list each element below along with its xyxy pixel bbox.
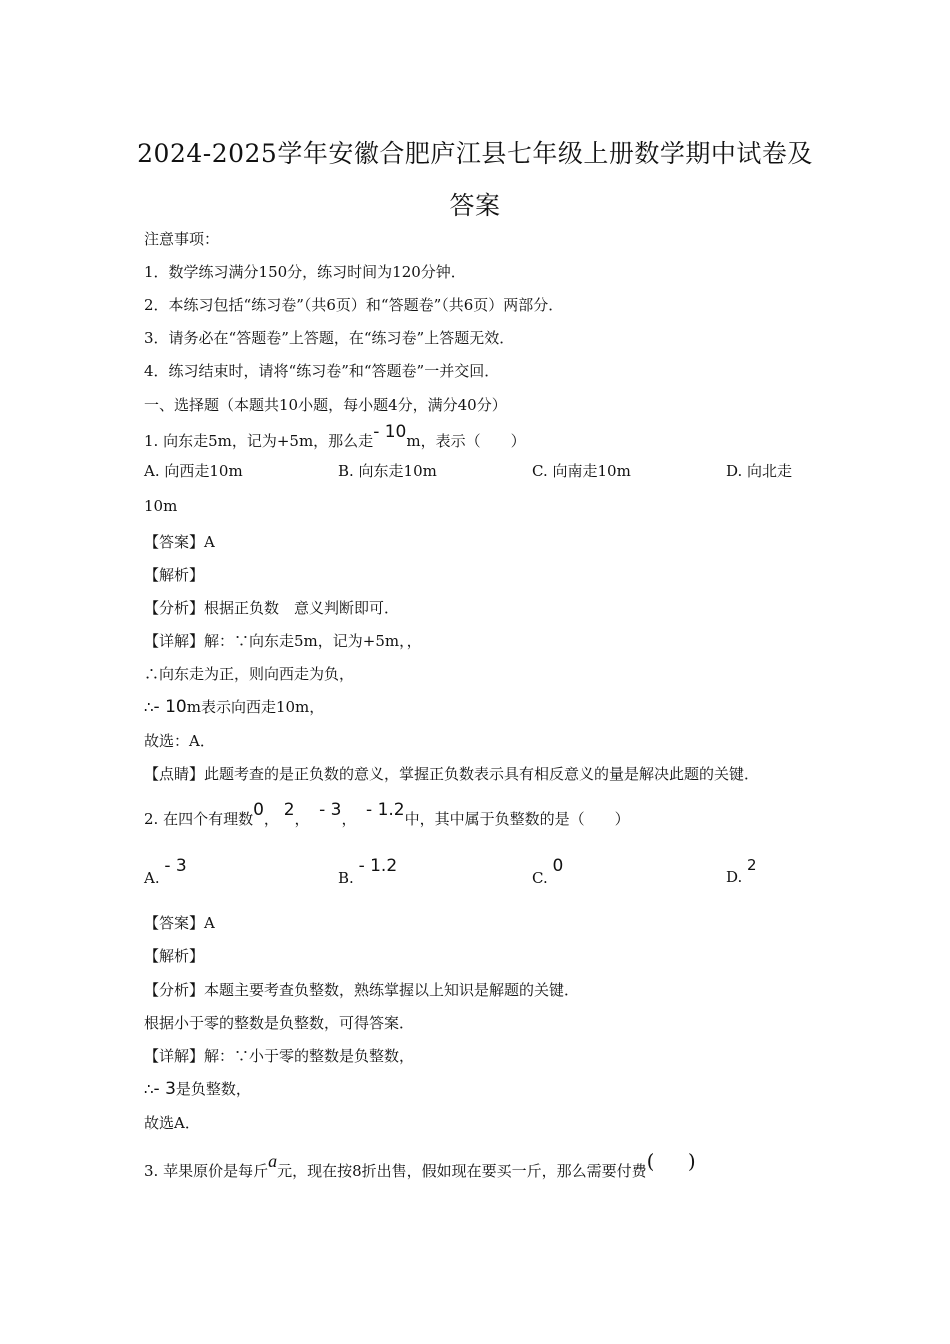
note-item-1: 1．数学练习满分150分，练习时间为120分钟． bbox=[144, 263, 466, 281]
question-2-option-c bbox=[532, 856, 564, 888]
question-2-detail: 【详解】解：∵小于零的整数是负整数， bbox=[144, 1047, 415, 1065]
question-1-fenxi: 【分析】根据正负数 意义判断即可． bbox=[144, 599, 400, 617]
question-3-stem-end: 元，现在按8折出售，假如现在要买一斤，那么需要付费 bbox=[277, 1162, 647, 1180]
question-1-option-a: A. 向西走10m bbox=[144, 462, 243, 480]
option-label: C. bbox=[532, 869, 548, 887]
question-2-choose: 故选A． bbox=[144, 1114, 200, 1132]
question-1-stem bbox=[144, 422, 526, 451]
question-2-step bbox=[144, 1078, 251, 1099]
question-1-step-2 bbox=[144, 696, 324, 717]
question-1-option-c: C. 向南走10m bbox=[532, 462, 631, 480]
question-1-option-b: B. 向东走10m bbox=[338, 462, 437, 480]
question-2-number-neg1-2: - 1.2 bbox=[366, 800, 405, 820]
question-1-step-2-prefix: ∴ bbox=[144, 698, 154, 716]
question-1-analysis-label: 【解析】 bbox=[144, 566, 205, 584]
question-2-separator: ， bbox=[294, 810, 310, 828]
question-1-choose: 故选：A． bbox=[144, 732, 215, 750]
question-1-step-1: ∴向东走为正，则向西走为负， bbox=[144, 665, 355, 683]
question-2-step-math: - 3 bbox=[153, 1079, 176, 1099]
question-1-step-2-math: - 10 bbox=[153, 697, 187, 717]
option-value: - 3 bbox=[164, 856, 187, 876]
question-1-option-d-cont: 10m bbox=[144, 497, 178, 515]
question-2-option-d bbox=[726, 856, 757, 886]
question-2-option-b bbox=[338, 856, 398, 888]
question-2-step-text: 是负整数， bbox=[175, 1080, 251, 1098]
question-1-step-2-text: m表示向西走10m， bbox=[186, 698, 325, 716]
question-1-detail: 【详解】解：∵向东走5m，记为+5m，， bbox=[144, 632, 422, 650]
question-2-number-neg3: - 3 bbox=[319, 800, 342, 820]
question-3-paren-open: ( bbox=[646, 1149, 655, 1173]
option-value: - 1.2 bbox=[358, 856, 398, 876]
note-item-3: 3．请务必在“答题卷”上答题，在“练习卷”上答题无效． bbox=[144, 329, 515, 347]
question-1-stem-text: 1. 向东走5m，记为+5m，那么走 bbox=[144, 432, 374, 450]
note-item-4: 4．练习结束时，请将“练习卷”和“答题卷”一并交回． bbox=[144, 362, 500, 380]
question-1-stem-end: m，表示（ ） bbox=[406, 432, 526, 450]
question-2-number-0: 0 bbox=[253, 800, 264, 820]
question-2-stem-text: 2. 在四个有理数 bbox=[144, 810, 254, 828]
note-item-2: 2．本练习包括“练习卷”（共6页）和“答题卷”（共6页）两部分． bbox=[144, 296, 564, 314]
option-value: 0 bbox=[552, 856, 564, 876]
option-value: 2 bbox=[747, 856, 757, 874]
document-title-line-1: 2024-2025学年安徽合肥庐江县七年级上册数学期中试卷及 bbox=[137, 139, 813, 168]
option-label: D. bbox=[726, 868, 743, 886]
question-2-analysis-label: 【解析】 bbox=[144, 947, 205, 965]
question-3-paren-close: ) bbox=[687, 1149, 696, 1173]
question-1-comment: 【点睛】此题考查的是正负数的意义，掌握正负数表示具有相反意义的量是解决此题的关键． bbox=[144, 765, 760, 783]
question-1-math: - 10 bbox=[373, 422, 407, 442]
option-label: B. bbox=[338, 869, 354, 887]
question-2-fenxi: 【分析】本题主要考查负整数，熟练掌握以上知识是解题的关键． bbox=[144, 981, 580, 999]
question-2-stem-end: 中，其中属于负整数的是（ ） bbox=[404, 810, 630, 828]
question-2-separator: ， bbox=[341, 810, 357, 828]
question-2-stem bbox=[144, 800, 630, 829]
option-label: A. bbox=[144, 869, 160, 887]
section-heading: 一、选择题（本题共10小题，每小题4分，满分40分） bbox=[144, 396, 507, 414]
question-1-option-d: D. 向北走 bbox=[726, 462, 793, 480]
question-2-basis: 根据小于零的整数是负整数，可得答案． bbox=[144, 1014, 415, 1032]
question-2-separator: ， bbox=[263, 810, 279, 828]
question-2-answer: 【答案】A bbox=[144, 914, 215, 932]
question-2-option-a bbox=[144, 856, 187, 888]
notes-heading: 注意事项： bbox=[144, 230, 220, 248]
question-2-step-prefix: ∴ bbox=[144, 1080, 154, 1098]
question-3-stem-text: 3. 苹果原价是每斤 bbox=[144, 1162, 269, 1180]
question-3-stem bbox=[144, 1149, 696, 1181]
question-2-number-2: 2 bbox=[283, 800, 295, 820]
question-3-variable: a bbox=[268, 1151, 278, 1171]
document-title-line-2: 答案 bbox=[449, 191, 501, 220]
question-1-answer: 【答案】A bbox=[144, 533, 215, 551]
